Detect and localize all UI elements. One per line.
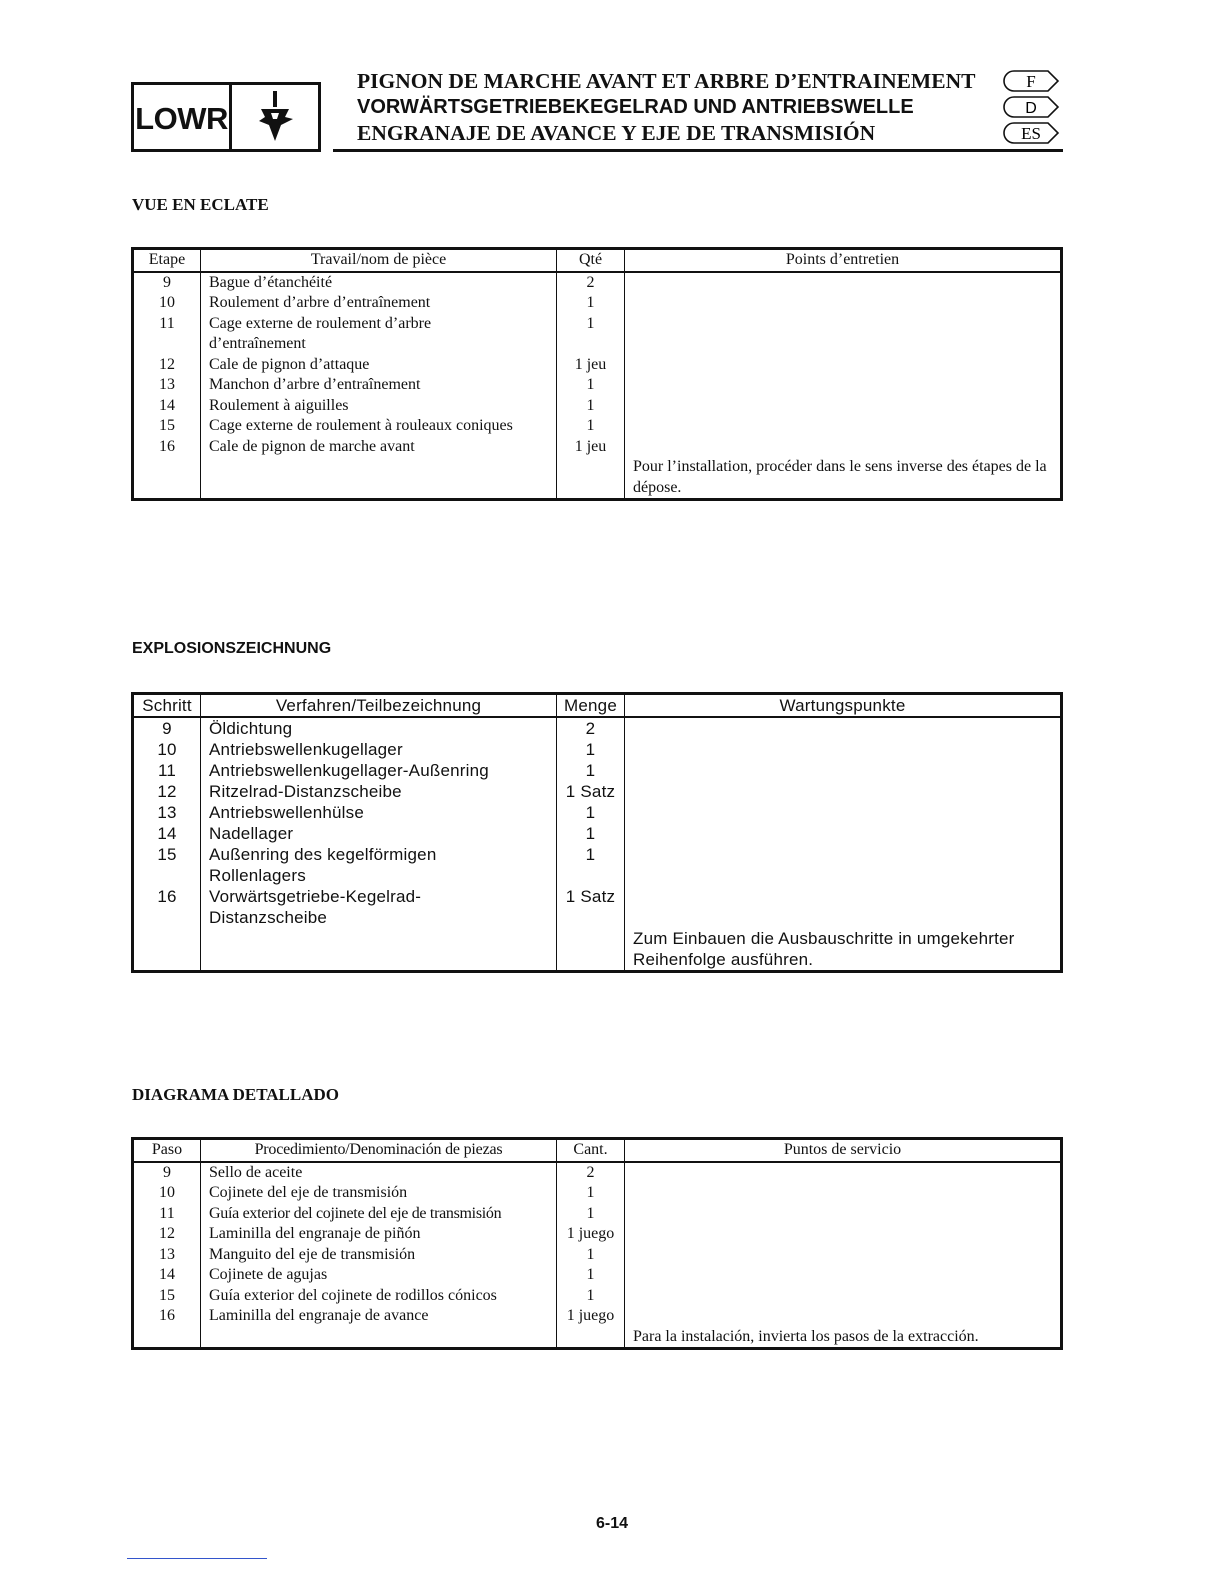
column-header-qty: Menge	[557, 694, 625, 718]
part-name: Cage externe de roulement d’arbre d’entraînement	[201, 314, 557, 355]
service-points	[625, 1183, 1062, 1204]
table-row	[133, 802, 1062, 823]
title-fr: PIGNON DE MARCHE AVANT ET ARBRE D’ENTRAINEMENT	[357, 69, 976, 93]
table-row	[133, 375, 1062, 396]
quantity: 1	[557, 1245, 625, 1266]
service-points	[625, 1204, 1062, 1225]
service-points	[625, 1245, 1062, 1266]
part-name: Cojinete del eje de transmisión	[201, 1183, 557, 1204]
quantity: 1	[557, 1183, 625, 1204]
service-points	[625, 886, 1062, 928]
table-row	[133, 1204, 1062, 1225]
header-divider	[333, 149, 1063, 152]
table-row	[133, 781, 1062, 802]
table-row	[133, 355, 1062, 376]
step-number: 9	[133, 1162, 201, 1184]
service-points	[625, 1162, 1062, 1184]
installation-note: Para la instalación, invierta los pasos de la extracción.	[625, 1327, 1062, 1349]
table-row	[133, 293, 1062, 314]
step-number: 10	[133, 293, 201, 314]
quantity: 1 juego	[557, 1224, 625, 1245]
title-de: VORWÄRTSGETRIEBEKEGELRAD UND ANTRIEBSWELLE	[357, 96, 914, 118]
table-row	[133, 1265, 1062, 1286]
quantity: 1	[557, 416, 625, 437]
step-number: 14	[133, 1265, 201, 1286]
quantity: 1	[557, 739, 625, 760]
step-number: 13	[133, 1245, 201, 1266]
part-name: Außenring des kegelförmigen Rollenlagers	[201, 844, 557, 886]
column-header-part: Verfahren/Teilbezeichnung	[201, 694, 557, 718]
title-es: ENGRANAJE DE AVANCE Y EJE DE TRANSMISIÓN	[357, 121, 876, 145]
part-name: Cage externe de roulement à rouleaux coniques	[201, 416, 557, 437]
quantity: 1 Satz	[557, 781, 625, 802]
column-header-qty: Cant.	[557, 1139, 625, 1162]
quantity: 1	[557, 760, 625, 781]
step-number: 14	[133, 396, 201, 417]
service-points	[625, 396, 1062, 417]
quantity: 1 jeu	[557, 437, 625, 458]
table-row	[133, 1306, 1062, 1327]
step-number: 11	[133, 314, 201, 355]
service-points	[625, 717, 1062, 739]
service-points	[625, 739, 1062, 760]
part-name: Vorwärtsgetriebe-Kegelrad-Distanzscheibe	[201, 886, 557, 928]
part-name: Antriebswellenhülse	[201, 802, 557, 823]
table-row	[133, 717, 1062, 739]
service-points	[625, 760, 1062, 781]
service-points	[625, 437, 1062, 458]
quantity: 1	[557, 293, 625, 314]
section-heading-fr: VUE EN ECLATE	[132, 195, 269, 214]
quantity: 2	[557, 1162, 625, 1184]
service-points	[625, 314, 1062, 355]
step-number: 9	[133, 272, 201, 294]
quantity: 1	[557, 802, 625, 823]
service-points	[625, 1306, 1062, 1327]
table-row	[133, 457, 1062, 500]
service-points	[625, 1286, 1062, 1307]
language-badge-d	[1000, 94, 1062, 120]
service-points	[625, 1265, 1062, 1286]
parts-table-fr	[131, 247, 1063, 501]
step-number: 16	[133, 437, 201, 458]
section-heading-es: DIAGRAMA DETALLADO	[132, 1085, 340, 1104]
table-row	[133, 739, 1062, 760]
quantity: 1	[557, 1204, 625, 1225]
table-row	[133, 928, 1062, 972]
table-row	[133, 437, 1062, 458]
part-name: Laminilla del engranaje de piñón	[201, 1224, 557, 1245]
language-d-label: D	[1025, 100, 1037, 117]
table-row	[133, 1286, 1062, 1307]
page-number: 6-14	[595, 1515, 629, 1532]
table-row	[133, 1183, 1062, 1204]
installation-note: Zum Einbauen die Ausbauschritte in umgekehrter Reihenfolge ausführen.	[625, 928, 1062, 972]
table-row	[133, 272, 1062, 294]
quantity: 1	[557, 375, 625, 396]
service-points	[625, 781, 1062, 802]
table-row	[133, 1162, 1062, 1184]
language-es-label: ES	[1021, 124, 1041, 143]
part-name: Antriebswellenkugellager	[201, 739, 557, 760]
column-header-step: Paso	[133, 1139, 201, 1162]
column-header-points: Wartungspunkte	[625, 694, 1062, 718]
table-row	[133, 1327, 1062, 1349]
quantity: 1	[557, 314, 625, 355]
language-badge-es	[1000, 120, 1062, 146]
quantity: 1 Satz	[557, 886, 625, 928]
service-points	[625, 416, 1062, 437]
step-number: 12	[133, 1224, 201, 1245]
quantity: 2	[557, 272, 625, 294]
table-header-row	[133, 249, 1062, 272]
column-header-step: Schritt	[133, 694, 201, 718]
lower-unit-icon	[232, 85, 318, 149]
part-name: Bague d’étanchéité	[201, 272, 557, 294]
quantity: 1	[557, 1286, 625, 1307]
parts-table-de	[131, 692, 1063, 973]
service-points	[625, 355, 1062, 376]
table-row	[133, 396, 1062, 417]
language-f-label: F	[1026, 72, 1036, 91]
page-title	[357, 68, 1062, 146]
installation-note: Pour l’installation, procéder dans le sens inverse des étapes de la dépose.	[625, 457, 1062, 500]
quantity: 1 jeu	[557, 355, 625, 376]
step-number: 15	[133, 844, 201, 886]
step-number: 13	[133, 375, 201, 396]
table-row	[133, 1224, 1062, 1245]
step-number: 11	[133, 1204, 201, 1225]
service-points	[625, 802, 1062, 823]
part-name: Öldichtung	[201, 717, 557, 739]
service-points	[625, 823, 1062, 844]
table-row	[133, 760, 1062, 781]
column-header-points: Puntos de servicio	[625, 1139, 1062, 1162]
table-row	[133, 314, 1062, 355]
parts-table-es	[131, 1137, 1063, 1350]
logo-text: LOWR	[134, 85, 232, 149]
part-name: Guía exterior del cojinete del eje de transmisión	[201, 1204, 557, 1225]
step-number: 16	[133, 886, 201, 928]
step-number: 14	[133, 823, 201, 844]
part-name: Antriebswellenkugellager-Außenring	[201, 760, 557, 781]
column-header-step: Etape	[133, 249, 201, 272]
table-header-row	[133, 1139, 1062, 1162]
table-row	[133, 416, 1062, 437]
column-header-part: Procedimiento/Denominación de piezas	[201, 1139, 557, 1162]
quantity: 1	[557, 1265, 625, 1286]
part-name: Guía exterior del cojinete de rodillos cónicos	[201, 1286, 557, 1307]
quantity: 1	[557, 844, 625, 886]
quantity: 2	[557, 717, 625, 739]
step-number: 10	[133, 1183, 201, 1204]
part-name: Sello de aceite	[201, 1162, 557, 1184]
step-number: 12	[133, 781, 201, 802]
table-row	[133, 1245, 1062, 1266]
part-name: Roulement d’arbre d’entraînement	[201, 293, 557, 314]
step-number: 11	[133, 760, 201, 781]
column-header-part: Travail/nom de pièce	[201, 249, 557, 272]
table-row	[133, 886, 1062, 928]
footer-rule	[127, 1558, 267, 1559]
step-number: 10	[133, 739, 201, 760]
column-header-points: Points d’entretien	[625, 249, 1062, 272]
step-number: 13	[133, 802, 201, 823]
part-name: Cojinete de agujas	[201, 1265, 557, 1286]
part-name: Manchon d’arbre d’entraînement	[201, 375, 557, 396]
quantity: 1 juego	[557, 1306, 625, 1327]
step-number: 16	[133, 1306, 201, 1327]
part-name: Manguito del eje de transmisión	[201, 1245, 557, 1266]
table-row	[133, 844, 1062, 886]
service-points	[625, 844, 1062, 886]
step-number: 15	[133, 416, 201, 437]
column-header-qty: Qté	[557, 249, 625, 272]
table-header-row	[133, 694, 1062, 718]
service-points	[625, 293, 1062, 314]
quantity: 1	[557, 396, 625, 417]
service-points	[625, 1224, 1062, 1245]
section-heading-de: EXPLOSIONSZEICHNUNG	[132, 640, 332, 657]
part-name: Nadellager	[201, 823, 557, 844]
step-number: 15	[133, 1286, 201, 1307]
table-row	[133, 823, 1062, 844]
section-logo	[131, 82, 321, 152]
language-badges	[1000, 68, 1062, 146]
step-number: 9	[133, 717, 201, 739]
language-badge-f	[1000, 68, 1062, 94]
part-name: Cale de pignon d’attaque	[201, 355, 557, 376]
part-name: Ritzelrad-Distanzscheibe	[201, 781, 557, 802]
part-name: Cale de pignon de marche avant	[201, 437, 557, 458]
service-points	[625, 375, 1062, 396]
part-name: Roulement à aiguilles	[201, 396, 557, 417]
service-points	[625, 272, 1062, 294]
step-number: 12	[133, 355, 201, 376]
quantity: 1	[557, 823, 625, 844]
part-name: Laminilla del engranaje de avance	[201, 1306, 557, 1327]
